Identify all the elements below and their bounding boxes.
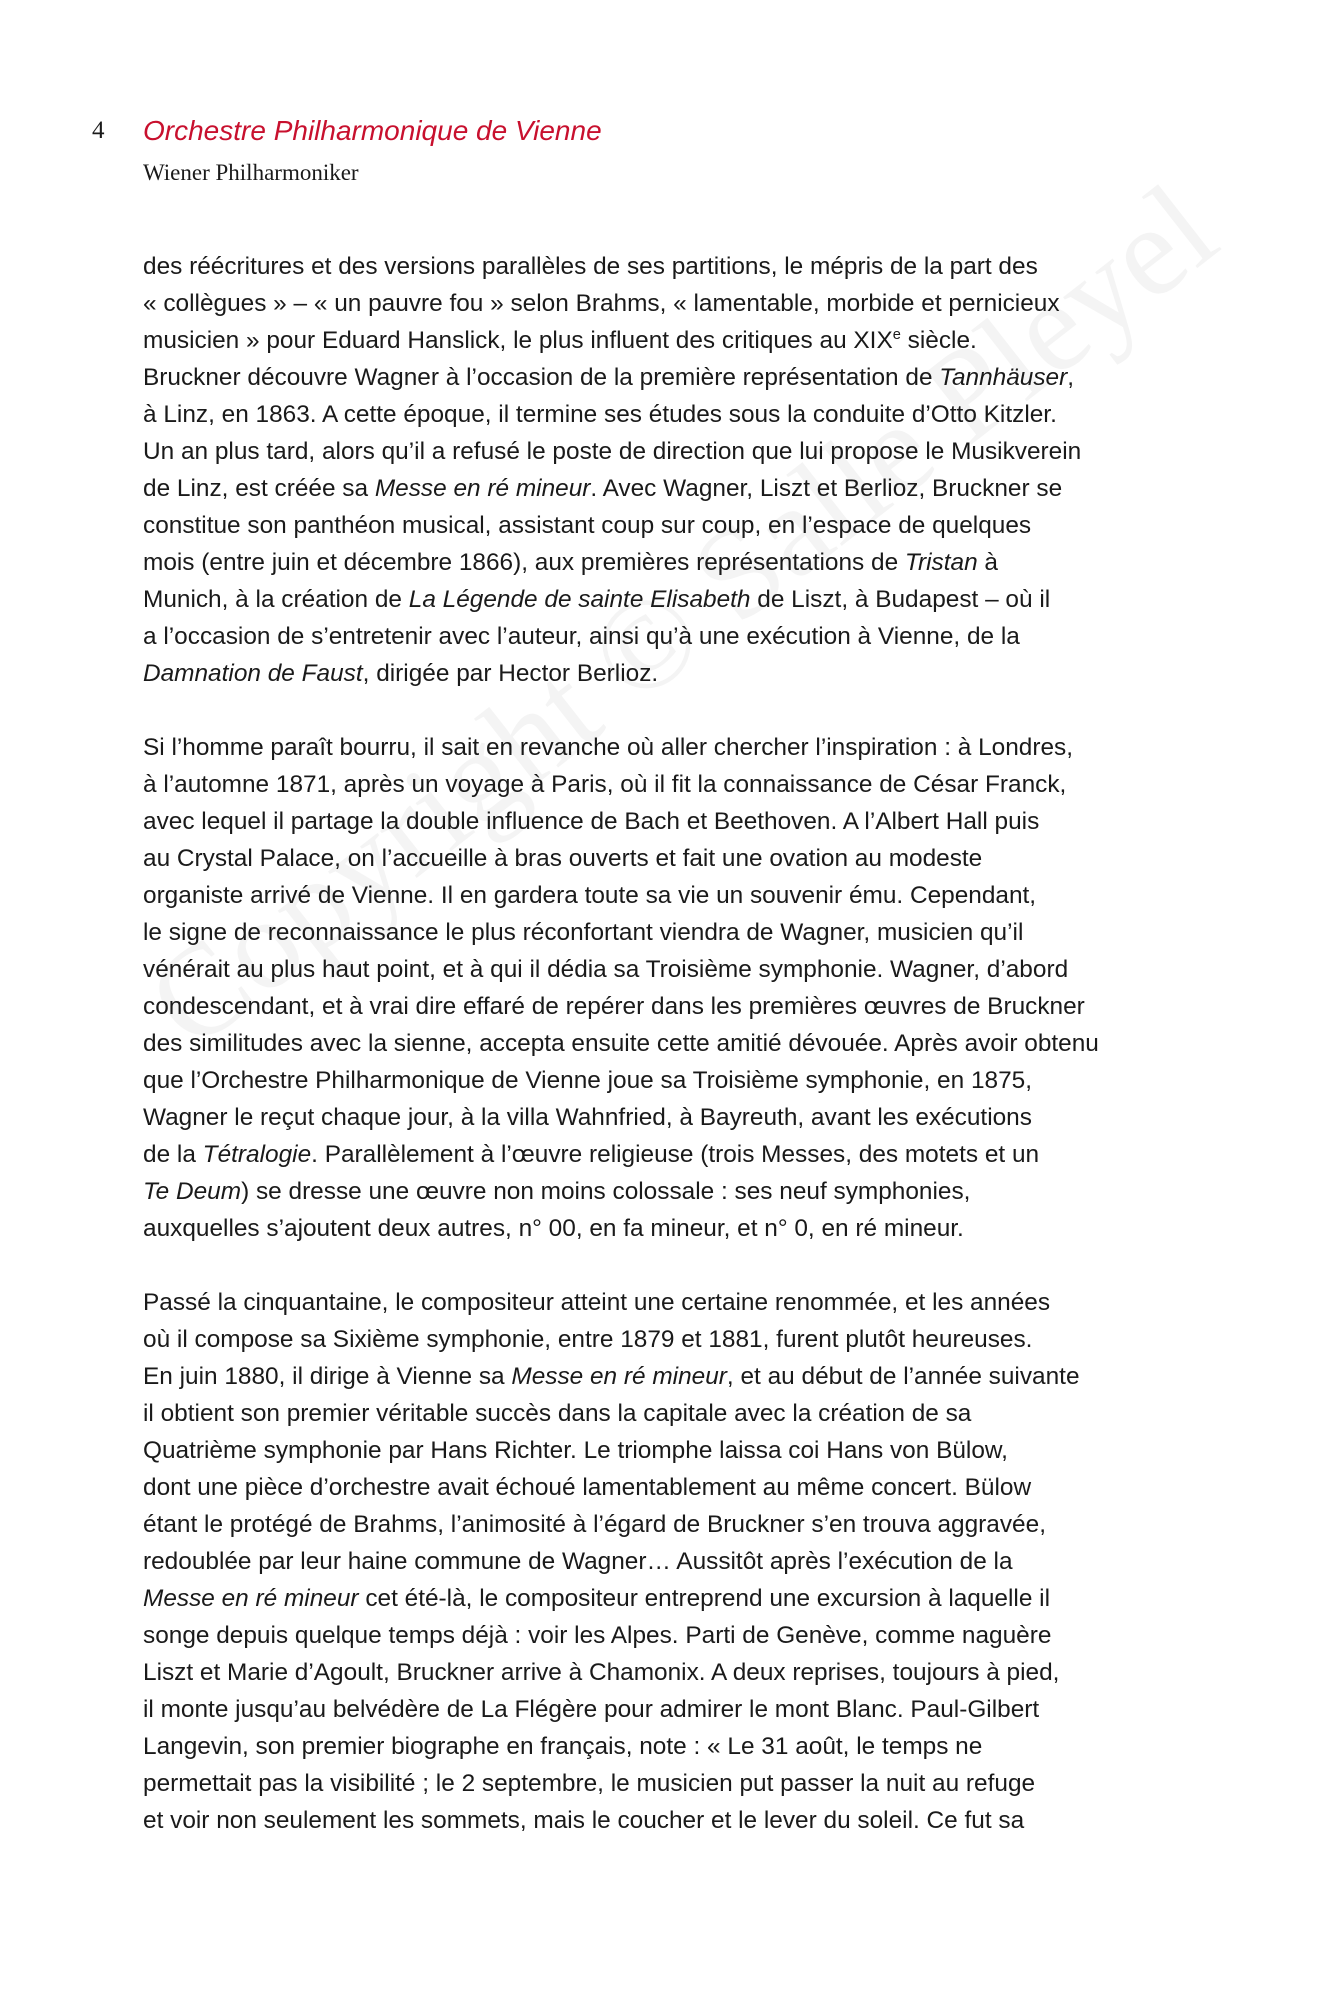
italic-title-text: Tannhäuser [939, 364, 1068, 391]
text-line [143, 1765, 1203, 1802]
text-run: siècle. [900, 327, 977, 354]
text-line [143, 248, 1203, 285]
paragraph [143, 248, 1203, 692]
text-run: vénérait au plus haut point, et à qui il dédia sa Troisième symphonie. Wagner, d’abord [143, 956, 1069, 983]
text-run: Langevin, son premier biographe en français, note : « Le 31 août, le temps ne [143, 1733, 983, 1760]
text-run: . Avec Wagner, Liszt et Berlioz, Bruckner se [590, 475, 1063, 502]
text-line [143, 1506, 1203, 1543]
text-run: Wagner le reçut chaque jour, à la villa Wahnfried, à Bayreuth, avant les exécutions [143, 1104, 1032, 1131]
text-run: des similitudes avec la sienne, accepta ensuite cette amitié dévouée. Après avoir obtenu [143, 1030, 1099, 1057]
text-run: , et au début de l’année suivante [726, 1363, 1080, 1390]
text-run: il obtient son premier véritable succès dans la capitale avec la création de sa [143, 1400, 972, 1427]
text-run: songe depuis quelque temps déjà : voir les Alpes. Parti de Genève, comme naguère [143, 1622, 1052, 1649]
italic-title-text: Tétralogie [202, 1141, 312, 1168]
text-line [143, 951, 1203, 988]
text-line [143, 877, 1203, 914]
italic-title-text: Damnation de Faust [143, 660, 363, 687]
italic-title-text: La Légende de sainte Elisabeth [408, 586, 751, 613]
text-run: permettait pas la visibilité ; le 2 septembre, le musicien put passer la nuit au refuge [143, 1770, 1036, 1797]
text-run: Bruckner découvre Wagner à l’occasion de la première représentation de [143, 364, 940, 391]
text-line [143, 322, 1203, 359]
text-line [143, 396, 1203, 433]
text-run: ) se dresse une œuvre non moins colossale : ses neuf symphonies, [241, 1178, 971, 1205]
text-line [143, 433, 1203, 470]
italic-title-text: Messe en ré mineur [374, 475, 591, 502]
text-run: à Linz, en 1863. A cette époque, il termine ses études sous la conduite d’Otto Kitzler. [143, 401, 1057, 428]
article-body [143, 248, 1203, 1876]
italic-title-text: Te Deum [143, 1178, 242, 1205]
text-line [143, 1062, 1203, 1099]
text-run: des réécritures et des versions parallèles de ses partitions, le mépris de la part des [143, 253, 1038, 280]
text-run: En juin 1880, il dirige à Vienne sa [143, 1363, 512, 1390]
text-run: , dirigée par Hector Berlioz. [362, 660, 659, 687]
text-line [143, 840, 1203, 877]
text-run: mois (entre juin et décembre 1866), aux premières représentations de [143, 549, 905, 576]
text-line [143, 285, 1203, 322]
text-line [143, 1469, 1203, 1506]
text-line [143, 618, 1203, 655]
text-line [143, 1395, 1203, 1432]
text-run: à l’automne 1871, après un voyage à Paris, où il fit la connaissance de César Franck, [143, 771, 1067, 798]
text-run: redoublée par leur haine commune de Wagner… Aussitôt après l’exécution de la [143, 1548, 1013, 1575]
running-header-title: Orchestre Philharmonique de Vienne [143, 115, 602, 146]
text-run: que l’Orchestre Philharmonique de Vienne joue sa Troisième symphonie, en 1875, [143, 1067, 1032, 1094]
paragraph [143, 1284, 1203, 1839]
text-run: condescendant, et à vrai dire effaré de repérer dans les premières œuvres de Bruckner [143, 993, 1085, 1020]
text-run: Un an plus tard, alors qu’il a refusé le poste de direction que lui propose le Musikverein [143, 438, 1082, 465]
text-line [143, 1284, 1203, 1321]
text-line [143, 1173, 1203, 1210]
text-run: le signe de reconnaissance le plus réconfortant viendra de Wagner, musicien qu’il [143, 919, 1024, 946]
text-run: de la [143, 1141, 203, 1168]
running-header-subtitle: Wiener Philharmoniker [143, 160, 359, 185]
text-run: et voir non seulement les sommets, mais le coucher et le lever du soleil. Ce fut sa [143, 1807, 1025, 1834]
text-run: de Liszt, à Budapest – où il [750, 586, 1051, 613]
text-line [143, 1728, 1203, 1765]
text-line [143, 1617, 1203, 1654]
text-run: musicien » pour Eduard Hanslick, le plus influent des critiques au XIX [143, 327, 893, 354]
text-line [143, 729, 1203, 766]
text-run: avec lequel il partage la double influence de Bach et Beethoven. A l’Albert Hall puis [143, 808, 1040, 835]
text-line [143, 1210, 1203, 1247]
text-run: au Crystal Palace, on l’accueille à bras ouverts et fait une ovation au modeste [143, 845, 983, 872]
text-line [143, 1432, 1203, 1469]
text-line [143, 1654, 1203, 1691]
text-run: constitue son panthéon musical, assistant coup sur coup, en l’espace de quelques [143, 512, 1032, 539]
text-run: auxquelles s’ajoutent deux autres, n° 00, en fa mineur, et n° 0, en ré mineur. [143, 1215, 964, 1242]
text-line [143, 1136, 1203, 1173]
text-run: dont une pièce d’orchestre avait échoué lamentablement au même concert. Bülow [143, 1474, 1032, 1501]
text-line [143, 914, 1203, 951]
text-run: . Parallèlement à l’œuvre religieuse (trois Messes, des motets et un [311, 1141, 1040, 1168]
text-run: à [977, 549, 998, 576]
text-line [143, 470, 1203, 507]
text-line [143, 507, 1203, 544]
text-line [143, 1358, 1203, 1395]
text-run: étant le protégé de Brahms, l’animosité à l’égard de Bruckner s’en trouva aggravée, [143, 1511, 1046, 1538]
text-run: Si l’homme paraît bourru, il sait en revanche où aller chercher l’inspiration : à Londres, [143, 734, 1074, 761]
text-run: , [1067, 364, 1074, 391]
text-run: organiste arrivé de Vienne. Il en gardera toute sa vie un souvenir ému. Cependant, [143, 882, 1037, 909]
text-run: « collègues » – « un pauvre fou » selon Brahms, « lamentable, morbide et pernicieux [143, 290, 1060, 317]
text-run: où il compose sa Sixième symphonie, entre 1879 et 1881, furent plutôt heureuses. [143, 1326, 1033, 1353]
text-run: Munich, à la création de [143, 586, 409, 613]
text-line [143, 1691, 1203, 1728]
text-line [143, 544, 1203, 581]
text-run: cet été-là, le compositeur entreprend une excursion à laquelle il [358, 1585, 1051, 1612]
text-run: il monte jusqu’au belvédère de La Flégère pour admirer le mont Blanc. Paul-Gilbert [143, 1696, 1040, 1723]
text-line [143, 1580, 1203, 1617]
text-line [143, 1099, 1203, 1136]
text-line [143, 766, 1203, 803]
italic-title-text: Tristan [904, 549, 978, 576]
italic-title-text: Messe en ré mineur [511, 1363, 727, 1390]
text-line [143, 359, 1203, 396]
text-line [143, 1321, 1203, 1358]
paragraph [143, 729, 1203, 1247]
italic-title-text: Messe en ré mineur [143, 1585, 359, 1612]
text-run: Quatrième symphonie par Hans Richter. Le triomphe laissa coi Hans von Bülow, [143, 1437, 1008, 1464]
text-line [143, 803, 1203, 840]
text-line [143, 1802, 1203, 1839]
text-line [143, 1543, 1203, 1580]
text-line [143, 1025, 1203, 1062]
text-run: a l’occasion de s’entretenir avec l’auteur, ainsi qu’à une exécution à Vienne, de la [143, 623, 1020, 650]
superscript-text: e [892, 326, 901, 343]
text-line [143, 655, 1203, 692]
text-run: Liszt et Marie d’Agoult, Bruckner arrive à Chamonix. A deux reprises, toujours à pied, [143, 1659, 1060, 1686]
page-number: 4 [92, 117, 105, 144]
text-line [143, 988, 1203, 1025]
text-run: de Linz, est créée sa [143, 475, 375, 502]
text-run: Passé la cinquantaine, le compositeur atteint une certaine renommée, et les années [143, 1289, 1051, 1316]
text-line [143, 581, 1203, 618]
